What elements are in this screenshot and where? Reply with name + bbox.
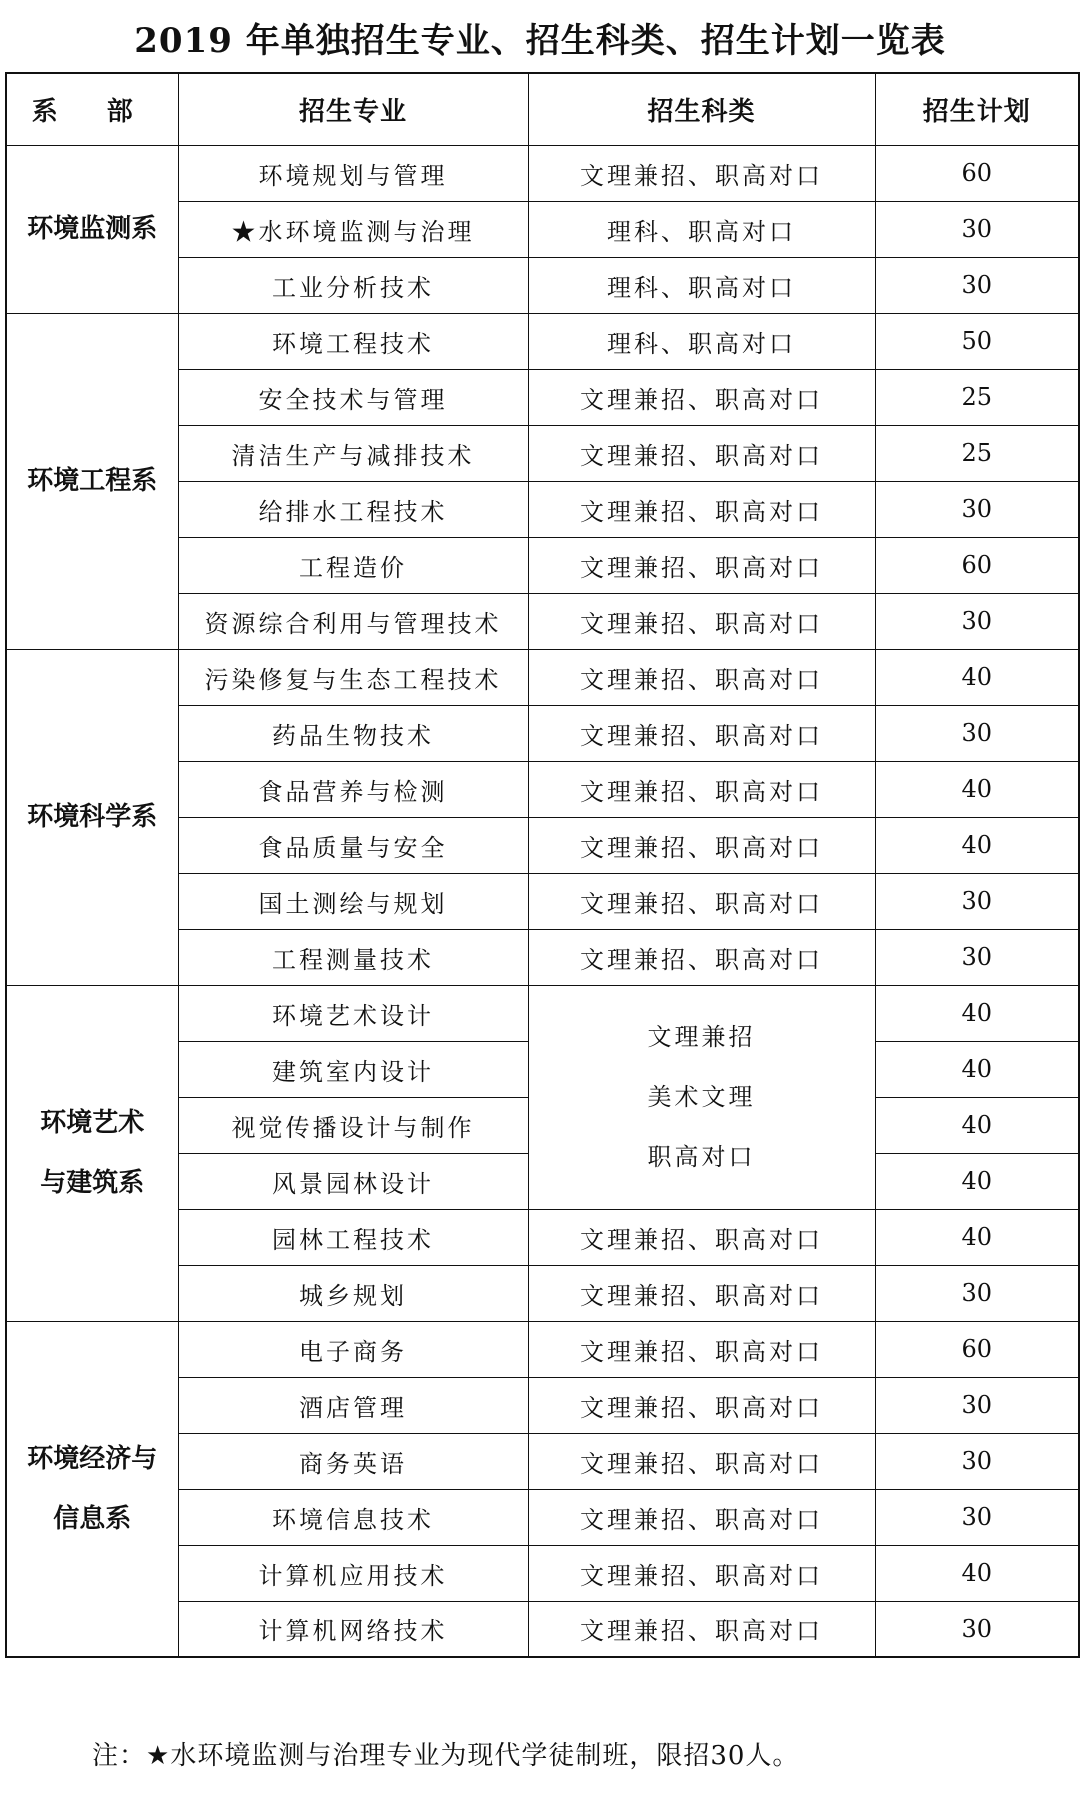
- dept-cell: [6, 1321, 178, 1657]
- major-cell: 环境工程技术: [178, 313, 528, 369]
- major-cell: 给排水工程技术: [178, 481, 528, 537]
- category-cell: 文理兼招、职高对口: [528, 593, 875, 649]
- category-cell: 文理兼招、职高对口: [528, 1433, 875, 1489]
- category-cell: 文理兼招、职高对口: [528, 1265, 875, 1321]
- category-cell: 文理兼招、职高对口: [528, 1601, 875, 1657]
- footnote-prefix: 注：: [92, 1741, 147, 1771]
- category-cell: 文理兼招、职高对口: [528, 1489, 875, 1545]
- major-cell: 城乡规划: [178, 1265, 528, 1321]
- plan-cell: 40: [875, 1545, 1079, 1601]
- plan-cell: 30: [875, 201, 1079, 257]
- major-cell: 计算机应用技术: [178, 1545, 528, 1601]
- plan-cell: 30: [875, 1377, 1079, 1433]
- category-cell: 文理兼招、职高对口: [528, 649, 875, 705]
- table-row: [6, 313, 1079, 369]
- plan-cell: 40: [875, 761, 1079, 817]
- header-major: 招生专业: [178, 73, 528, 145]
- major-cell: 园林工程技术: [178, 1209, 528, 1265]
- enrollment-plan-table: [5, 72, 1080, 1658]
- category-cell: 理科、职高对口: [528, 201, 875, 257]
- major-cell: 食品营养与检测: [178, 761, 528, 817]
- dept-cell: [6, 145, 178, 313]
- category-cell: 文理兼招、职高对口: [528, 425, 875, 481]
- dept-cell: [6, 649, 178, 985]
- category-merged-cell: [528, 985, 875, 1209]
- major-cell: 环境艺术设计: [178, 985, 528, 1041]
- major-cell: 环境规划与管理: [178, 145, 528, 201]
- plan-cell: 25: [875, 369, 1079, 425]
- major-cell: 计算机网络技术: [178, 1601, 528, 1657]
- header-dept: 系 部: [6, 73, 178, 145]
- plan-cell: 30: [875, 1265, 1079, 1321]
- dept-cell: [6, 985, 178, 1321]
- major-cell: 风景园林设计: [178, 1153, 528, 1209]
- plan-cell: 30: [875, 1433, 1079, 1489]
- major-cell: 电子商务: [178, 1321, 528, 1377]
- major-cell: 药品生物技术: [178, 705, 528, 761]
- footnote-text: 水环境监测与治理专业为现代学徒制班，限招30人。: [170, 1741, 800, 1771]
- plan-cell: 30: [875, 705, 1079, 761]
- major-cell: 酒店管理: [178, 1377, 528, 1433]
- category-cell: 文理兼招、职高对口: [528, 481, 875, 537]
- plan-cell: 30: [875, 1601, 1079, 1657]
- dept-name-line: 环境工程系: [27, 466, 158, 496]
- table-row: [6, 985, 1079, 1041]
- category-line: 美术文理: [647, 1083, 756, 1111]
- plan-cell: 40: [875, 985, 1079, 1041]
- category-cell: 文理兼招、职高对口: [528, 1321, 875, 1377]
- category-line: 职高对口: [647, 1143, 756, 1171]
- plan-cell: 30: [875, 1489, 1079, 1545]
- category-cell: 文理兼招、职高对口: [528, 145, 875, 201]
- major-cell: 资源综合利用与管理技术: [178, 593, 528, 649]
- category-cell: 文理兼招、职高对口: [528, 705, 875, 761]
- plan-cell: 30: [875, 481, 1079, 537]
- major-cell: 视觉传播设计与制作: [178, 1097, 528, 1153]
- major-cell: 安全技术与管理: [178, 369, 528, 425]
- major-cell: 污染修复与生态工程技术: [178, 649, 528, 705]
- category-cell: 理科、职高对口: [528, 313, 875, 369]
- category-cell: 理科、职高对口: [528, 257, 875, 313]
- footnote: [92, 1738, 799, 1774]
- header-category: 招生科类: [528, 73, 875, 145]
- table-row: [6, 145, 1079, 201]
- plan-cell: 40: [875, 649, 1079, 705]
- plan-cell: 60: [875, 537, 1079, 593]
- dept-name-line: 环境科学系: [27, 802, 158, 832]
- plan-cell: 40: [875, 1041, 1079, 1097]
- plan-cell: 40: [875, 817, 1079, 873]
- table-row: [6, 1321, 1079, 1377]
- major-cell: 工业分析技术: [178, 257, 528, 313]
- table-header-row: [6, 73, 1079, 145]
- dept-name-line: 环境监测系: [27, 214, 158, 244]
- star-icon: ★: [146, 1741, 171, 1771]
- dept-cell: [6, 313, 178, 649]
- category-cell: 文理兼招、职高对口: [528, 1209, 875, 1265]
- category-cell: 文理兼招、职高对口: [528, 369, 875, 425]
- table-row: [6, 649, 1079, 705]
- category-line: 文理兼招: [647, 1023, 756, 1051]
- dept-name-line: 环境经济与: [27, 1443, 158, 1474]
- page-title: 2019 年单独招生专业、招生科类、招生计划一览表: [134, 21, 946, 61]
- major-cell: 清洁生产与减排技术: [178, 425, 528, 481]
- plan-cell: 40: [875, 1153, 1079, 1209]
- plan-cell: 60: [875, 1321, 1079, 1377]
- major-cell: 国土测绘与规划: [178, 873, 528, 929]
- dept-name-line: 与建筑系: [40, 1168, 145, 1198]
- plan-cell: 30: [875, 929, 1079, 985]
- header-plan: 招生计划: [875, 73, 1079, 145]
- major-cell: 工程造价: [178, 537, 528, 593]
- category-cell: 文理兼招、职高对口: [528, 929, 875, 985]
- dept-name-line: 信息系: [53, 1503, 132, 1534]
- plan-cell: 30: [875, 593, 1079, 649]
- category-cell: 文理兼招、职高对口: [528, 1377, 875, 1433]
- category-cell: 文理兼招、职高对口: [528, 537, 875, 593]
- plan-cell: 25: [875, 425, 1079, 481]
- major-cell: ★水环境监测与治理: [178, 201, 528, 257]
- major-cell: 食品质量与安全: [178, 817, 528, 873]
- plan-cell: 40: [875, 1097, 1079, 1153]
- category-cell: 文理兼招、职高对口: [528, 817, 875, 873]
- major-cell: 建筑室内设计: [178, 1041, 528, 1097]
- plan-cell: 50: [875, 313, 1079, 369]
- plan-cell: 30: [875, 257, 1079, 313]
- major-cell: 环境信息技术: [178, 1489, 528, 1545]
- category-cell: 文理兼招、职高对口: [528, 1545, 875, 1601]
- plan-cell: 40: [875, 1209, 1079, 1265]
- category-cell: 文理兼招、职高对口: [528, 761, 875, 817]
- major-cell: 商务英语: [178, 1433, 528, 1489]
- category-cell: 文理兼招、职高对口: [528, 873, 875, 929]
- plan-cell: 30: [875, 873, 1079, 929]
- plan-cell: 60: [875, 145, 1079, 201]
- major-cell: 工程测量技术: [178, 929, 528, 985]
- dept-name-line: 环境艺术: [40, 1108, 145, 1138]
